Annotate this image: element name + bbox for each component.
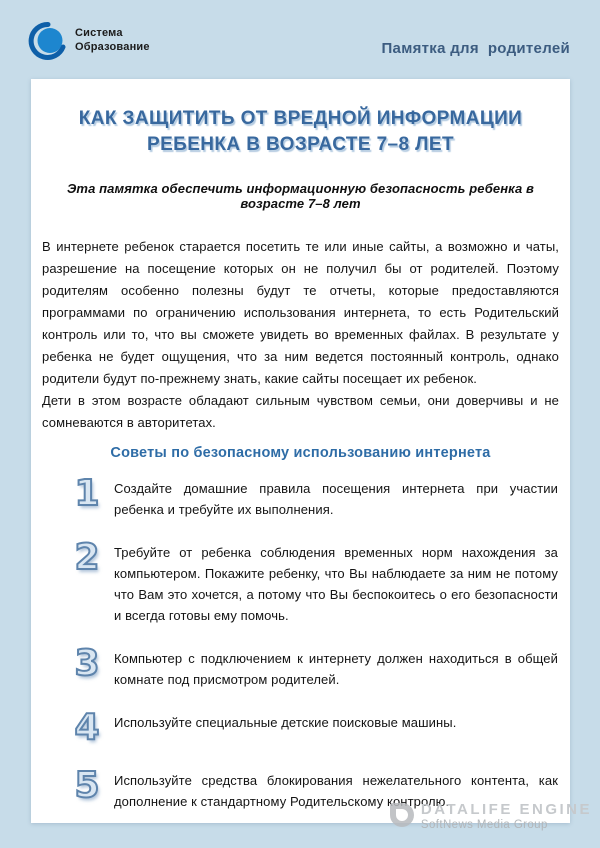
list-item (69, 643, 558, 690)
body-paragraph: Дети в этом возрасте обладают сильным чувством семьи, они доверчивы и не сомневаются в авторитетах. (42, 393, 559, 431)
list-item (69, 707, 558, 749)
page-subtitle: Эта памятка обеспечить информационную безопасность ребенка в возрасте 7–8 лет (66, 181, 535, 212)
tip-number-badge: 5 (74, 765, 100, 807)
tip-number-badge: 1 (74, 473, 100, 515)
list-item (69, 473, 558, 520)
tips-list (42, 473, 559, 812)
watermark (390, 801, 592, 831)
brand-name-line2: Образование (75, 41, 150, 53)
tip-text: Создайте домашние правила посещения интернета при участии ребенка и требуйте их выполнения. (114, 481, 558, 518)
watermark-subtitle: SoftNews Media Group (420, 819, 548, 831)
datalife-engine-icon (390, 803, 414, 827)
watermark-text (421, 801, 592, 831)
tip-text: Компьютер с подключением к интернету должен находиться в общей комнате под присмотром родителей. (114, 651, 558, 688)
header (0, 0, 600, 61)
memo-card (31, 79, 570, 823)
brand-name (75, 27, 150, 55)
page-title-line2: РЕБЕНКА В ВОЗРАСТЕ 7–8 ЛЕТ (147, 133, 454, 155)
page-title-line1: КАК ЗАЩИТИТЬ ОТ ВРЕДНОЙ ИНФОРМАЦИИ (78, 108, 523, 129)
watermark-name: DATALIFE ENGINE (420, 801, 592, 818)
brand-logo (28, 21, 150, 61)
tip-text: Используйте средства блокирования нежелательного контента, как дополнение к стандартному Родительскому контролю. (114, 773, 558, 810)
tip-number-badge: 2 (74, 537, 100, 579)
tip-text: Требуйте от ребенка соблюдения временных норм нахождения за компьютером. Покажите ребенку, что Вы наблюдаете за ним не потому что Вам это хочется, а потому что Вы беспокоитесь о его безопасности и всегда готовы ему помочь. (114, 545, 558, 624)
tips-section-heading: Советы по безопасному использованию интернета (110, 445, 491, 462)
tip-number-badge: 3 (74, 643, 100, 685)
brand-globe-icon (28, 21, 68, 61)
body-paragraph: В интернете ребенок старается посетить те или иные сайты, а возможно и чаты, разрешение на посещение которых он не получил бы от родителей. Поэтому родителям особенно полезны будут те отчеты, которые предоставляются программами по ограничению использования интернета, то есть Родительский контроль или то, что вы сможете увидеть во временных файлах. В результате у ребенка не будет ощущения, что за ним ведется постоянный контроль, однако родители будут по-прежнему знать, какие сайты посещает их ребенок. (42, 239, 559, 387)
tip-number-badge: 4 (74, 707, 100, 749)
list-item (69, 537, 558, 626)
page-title (42, 106, 559, 157)
brand-name-line1: Система (75, 27, 123, 40)
document-type-label: Памятка для родителей (381, 40, 570, 57)
tip-text: Используйте специальные детские поисковые машины. (114, 715, 457, 731)
